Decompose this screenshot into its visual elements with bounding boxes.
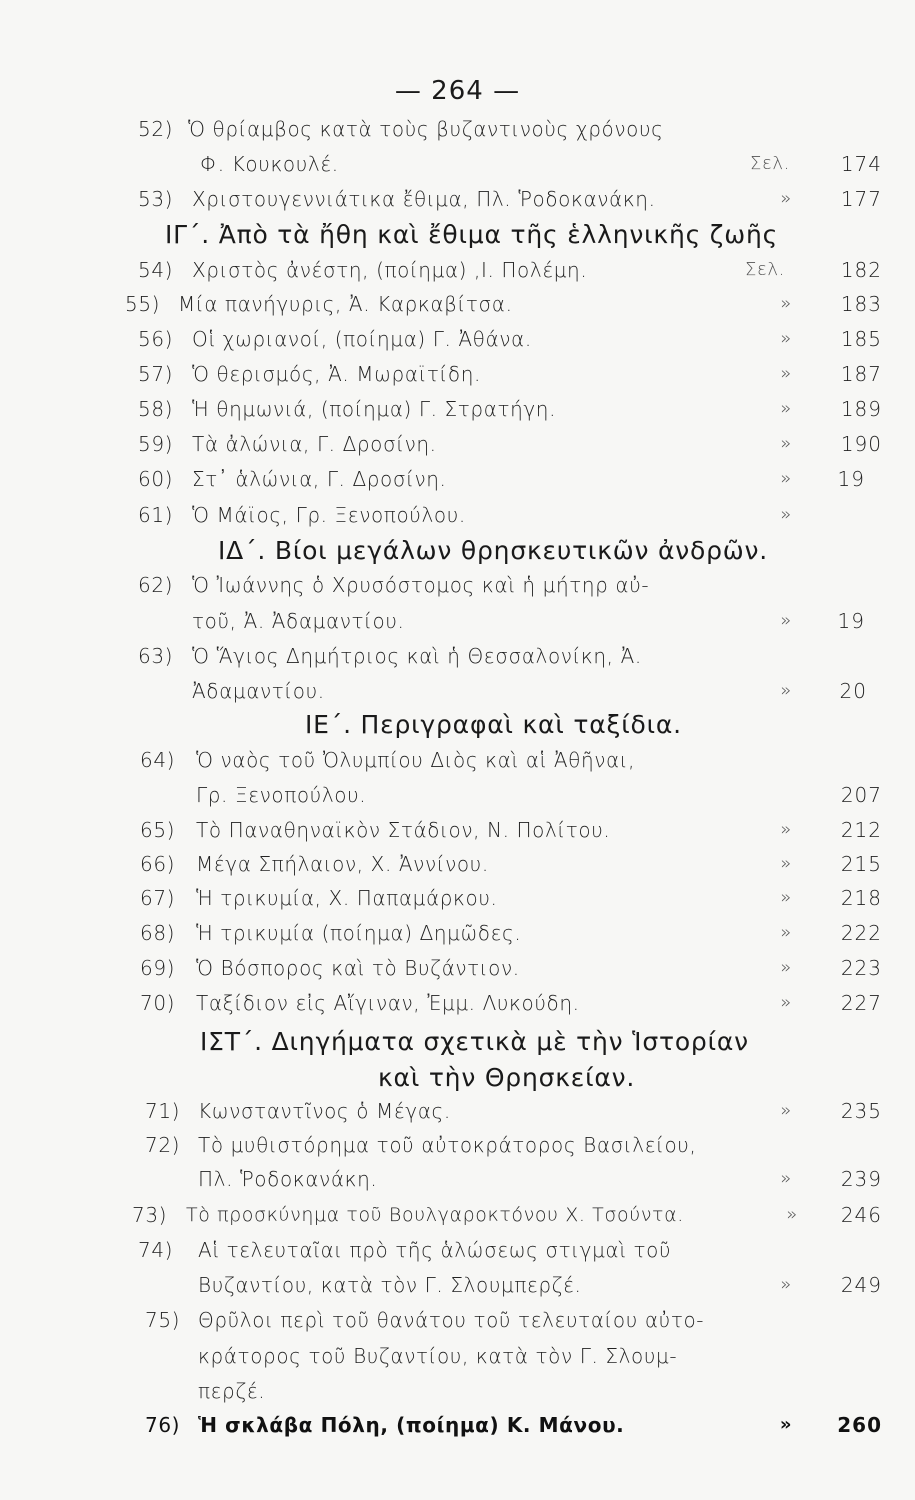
toc-entry-68 xyxy=(0,916,915,950)
toc-entry-67 xyxy=(0,881,915,915)
entry-title: Τὸ προσκύνημα τοῦ Βουλγαροκτόνου Χ. Τσούντα. xyxy=(186,1204,684,1226)
toc-entry-73 xyxy=(0,1198,915,1232)
entry-number: 75) xyxy=(145,1308,181,1332)
toc-entry-55 xyxy=(0,287,915,321)
entry-title: Φ. Κουκουλέ. xyxy=(200,152,339,176)
entry-number: 66) xyxy=(140,852,176,876)
toc-entry-63 xyxy=(0,639,915,673)
entry-number: 55) xyxy=(125,292,161,316)
page-abbrev: Σελ. xyxy=(745,259,785,280)
ditto-mark: » xyxy=(780,992,792,1013)
ditto-mark: » xyxy=(780,1274,792,1295)
ditto-mark: » xyxy=(780,922,792,943)
entry-title: Ὁ Ἅγιος Δημήτριος καὶ ἡ Θεσσαλονίκη, Ἀ. xyxy=(192,644,642,668)
entry-title: Ταξίδιον εἰς Αἴγιναν, Ἐμμ. Λυκούδη. xyxy=(196,991,580,1015)
entry-page: 185 xyxy=(840,327,882,351)
ditto-mark: » xyxy=(780,887,792,908)
entry-title: Θρῦλοι περὶ τοῦ θανάτου τοῦ τελευταίου αὐτο- xyxy=(198,1308,705,1332)
entry-number: 62) xyxy=(138,573,174,597)
toc-entry-61 xyxy=(0,498,915,532)
entry-number: 58) xyxy=(138,397,174,421)
entry-title: Ὁ Ἰωάννης ὁ Χρυσόστομος καὶ ἡ μήτηρ αὐ- xyxy=(192,573,650,597)
entry-page: 218 xyxy=(840,886,882,910)
toc-entry-70 xyxy=(0,986,915,1020)
section-heading-15: ΙΕ΄. Περιγραφαὶ καὶ ταξίδια. xyxy=(305,710,682,739)
ditto-mark: » xyxy=(780,957,792,978)
toc-entry-59 xyxy=(0,427,915,461)
entry-title: Χριστουγεννιάτικα ἔθιμα, Πλ. Ῥοδοκανάκη. xyxy=(192,187,656,211)
section-heading-13: ΙΓ΄. Ἀπὸ τὰ ἤθη καὶ ἔθιμα τῆς ἑλληνικῆς ζωῆς xyxy=(165,220,779,249)
entry-number: 65) xyxy=(140,818,176,842)
entry-page: 260 xyxy=(837,1413,882,1437)
entry-page: 20 xyxy=(839,679,867,703)
entry-page: 207 xyxy=(840,783,882,807)
entry-title: περζέ. xyxy=(198,1379,266,1403)
section-heading-14: ΙΔ΄. Βίοι μεγάλων θρησκευτικῶν ἀνδρῶν. xyxy=(218,536,769,565)
entry-number: 59) xyxy=(138,432,174,456)
toc-entry-56 xyxy=(0,322,915,356)
ditto-mark: » xyxy=(780,853,792,874)
entry-page: 223 xyxy=(840,956,882,980)
toc-entry-60 xyxy=(0,462,915,496)
ditto-mark: » xyxy=(780,610,792,631)
entry-title: Ἡ σκλάβα Πόλη, (ποίημα) Κ. Μάνου. xyxy=(198,1413,625,1437)
entry-page: 222 xyxy=(840,921,882,945)
entry-title: Ὁ ναὸς τοῦ Ὀλυμπίου Διὸς καὶ αἱ Ἀθῆναι, xyxy=(196,748,636,772)
ditto-mark: » xyxy=(780,363,792,384)
entry-title: Ὁ Βόσπορος καὶ τὸ Βυζάντιον. xyxy=(196,956,520,980)
toc-entry-52-cont xyxy=(0,147,915,181)
ditto-mark: » xyxy=(780,680,792,701)
entry-page: 19 xyxy=(837,609,865,633)
entry-title: Ὁ θρίαμβος κατὰ τοὺς βυζαντινοὺς χρόνους xyxy=(188,117,664,141)
entry-title: κράτορος τοῦ Βυζαντίου, κατὰ τὸν Γ. Σλουμ- xyxy=(198,1344,678,1368)
entry-title: Μέγα Σπήλαιον, Χ. Ἀννίνου. xyxy=(196,852,489,876)
entry-title: Ὁ θερισμός, Ἀ. Μωραϊτίδη. xyxy=(192,362,481,386)
entry-title: Μία πανήγυρις, Ἀ. Καρκαβίτσα. xyxy=(178,292,513,316)
ditto-mark: » xyxy=(780,1168,792,1189)
entry-title: Ἡ θημωνιά, (ποίημα) Γ. Στρατήγη. xyxy=(192,397,557,421)
toc-entry-64 xyxy=(0,743,915,777)
entry-page: 212 xyxy=(840,818,882,842)
entry-number: 53) xyxy=(138,187,174,211)
entry-title: Αἱ τελευταῖαι πρὸ τῆς ἁλώσεως στιγμαὶ τοῦ xyxy=(198,1238,672,1262)
entry-page: 174 xyxy=(840,152,882,176)
toc-entry-75 xyxy=(0,1303,915,1337)
entry-page: 189 xyxy=(840,397,882,421)
toc-entry-71 xyxy=(0,1094,915,1128)
entry-number: 54) xyxy=(138,258,174,282)
toc-entry-75-cont2 xyxy=(0,1374,915,1408)
entry-number: 56) xyxy=(138,327,174,351)
entry-page: 239 xyxy=(840,1167,882,1191)
entry-page: 177 xyxy=(840,187,882,211)
toc-entry-66 xyxy=(0,847,915,881)
toc-entry-65 xyxy=(0,813,915,847)
entry-title: Τὸ μυθιστόρημα τοῦ αὐτοκράτορος Βασιλείου, xyxy=(198,1133,697,1157)
entry-title: Στ᾿ ἁλώνια, Γ. Δροσίνη. xyxy=(192,467,447,491)
entry-title: Ὁ Μάϊος, Γρ. Ξενοπούλου. xyxy=(192,503,466,527)
toc-entry-63-cont xyxy=(0,674,915,708)
toc-entry-76 xyxy=(0,1408,915,1442)
entry-page: 183 xyxy=(840,292,882,316)
toc-entry-74 xyxy=(0,1233,915,1267)
ditto-mark: » xyxy=(780,819,792,840)
entry-page: 235 xyxy=(840,1099,882,1123)
toc-entry-57 xyxy=(0,357,915,391)
page-abbrev: Σελ. xyxy=(750,153,790,174)
ditto-mark: » xyxy=(780,504,792,525)
ditto-mark: » xyxy=(780,1100,792,1121)
entry-title: Κωνσταντῖνος ὁ Μέγας. xyxy=(198,1099,451,1123)
entry-number: 74) xyxy=(138,1238,174,1262)
entry-number: 52) xyxy=(138,117,174,141)
entry-title: Γρ. Ξενοπούλου. xyxy=(196,783,367,807)
entry-number: 60) xyxy=(138,467,174,491)
entry-number: 73) xyxy=(132,1203,168,1227)
toc-entry-52 xyxy=(0,112,915,146)
ditto-mark: » xyxy=(780,188,792,209)
entry-title: Τὸ Παναθηναϊκὸν Στάδιον, Ν. Πολίτου. xyxy=(196,818,611,842)
entry-title: Βυζαντίου, κατὰ τὸν Γ. Σλουμπερζέ. xyxy=(198,1273,582,1297)
toc-entry-72 xyxy=(0,1128,915,1162)
entry-number: 71) xyxy=(145,1099,181,1123)
toc-entry-54 xyxy=(0,253,915,287)
entry-page: 249 xyxy=(840,1273,882,1297)
entry-page: 190 xyxy=(840,432,882,456)
ditto-mark: » xyxy=(780,328,792,349)
ditto-mark: » xyxy=(779,1414,793,1435)
entry-number: 57) xyxy=(138,362,174,386)
entry-number: 72) xyxy=(145,1133,181,1157)
toc-entry-62 xyxy=(0,568,915,602)
entry-title: Ἀδαμαντίου. xyxy=(192,679,325,703)
ditto-mark: » xyxy=(780,468,792,489)
toc-entry-69 xyxy=(0,951,915,985)
entry-title: Τὰ ἀλώνια, Γ. Δροσίνη. xyxy=(192,432,437,456)
entry-title: Οἱ χωριανοί, (ποίημα) Γ. Ἀθάνα. xyxy=(192,327,532,351)
toc-entry-62-cont xyxy=(0,604,915,638)
entry-title: Ἡ τρικυμία (ποίημα) Δημῶδες. xyxy=(196,921,522,945)
section-heading-16-cont: καὶ τὴν Θρησκείαν. xyxy=(378,1063,636,1092)
toc-entry-74-cont xyxy=(0,1268,915,1302)
entry-page: 246 xyxy=(840,1203,882,1227)
toc-entry-64-cont xyxy=(0,778,915,812)
toc-entry-58 xyxy=(0,392,915,426)
entry-number: 61) xyxy=(138,503,174,527)
toc-entry-53 xyxy=(0,182,915,216)
toc-entry-72-cont xyxy=(0,1162,915,1196)
page-number: — 264 — xyxy=(394,76,521,106)
ditto-mark: » xyxy=(786,1204,798,1225)
entry-page: 187 xyxy=(840,362,882,386)
entry-page: 215 xyxy=(840,852,882,876)
entry-title: τοῦ, Ἀ. Ἀδαμαντίου. xyxy=(192,609,405,633)
entry-page: 182 xyxy=(840,258,882,282)
entry-number: 70) xyxy=(140,991,176,1015)
entry-number: 69) xyxy=(140,956,176,980)
ditto-mark: » xyxy=(780,398,792,419)
ditto-mark: » xyxy=(780,293,792,314)
section-heading-16: ΙΣΤ΄. Διηγήματα σχετικὰ μὲ τὴν Ἱστορίαν xyxy=(200,1027,749,1056)
entry-number: 67) xyxy=(140,886,176,910)
toc-entry-75-cont xyxy=(0,1339,915,1373)
entry-page: 19 xyxy=(837,467,865,491)
entry-number: 64) xyxy=(140,748,176,772)
entry-title: Πλ. Ῥοδοκανάκη. xyxy=(198,1167,378,1191)
entry-number: 68) xyxy=(140,921,176,945)
entry-page: 227 xyxy=(840,991,882,1015)
entry-title: Ἡ τρικυμία, Χ. Παπαμάρκου. xyxy=(196,886,498,910)
entry-number: 76) xyxy=(145,1413,181,1437)
entry-number: 63) xyxy=(138,644,174,668)
ditto-mark: » xyxy=(780,433,792,454)
entry-title: Χριστὸς ἀνέστη, (ποίημα) ,Ι. Πολέμη. xyxy=(192,258,588,282)
